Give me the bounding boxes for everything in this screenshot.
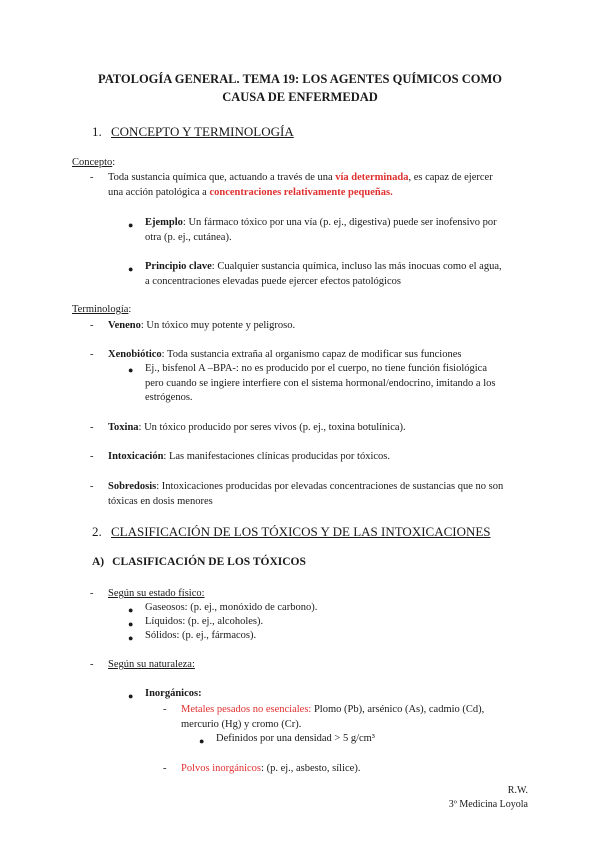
metales-pesados-item: Metales pesados no esenciales: Plomo (Pb), arsénico (As), cadmio (Cd), mercurio (Hg) y cromo (Cr).	[181, 704, 485, 730]
principio-item: Principio clave: Cualquier sustancia química, incluso las más inocuas como el agua, a concentraciones elevadas puede ejercer efectos patológicos	[145, 261, 502, 287]
bullet-icon: ●	[128, 691, 134, 701]
dash-marker: -	[90, 349, 94, 360]
subsection-a-heading: A) CLASIFICACIÓN DE LOS TÓXICOS	[92, 556, 306, 568]
estado-item-liquidos: Líquidos: (p. ej., alcoholes).	[145, 616, 264, 627]
dash-marker: -	[163, 704, 167, 715]
footer-initials: R.W.	[507, 785, 528, 796]
dash-marker: -	[90, 659, 94, 670]
footer	[449, 784, 528, 812]
bullet-icon: ●	[128, 264, 134, 274]
bullet-icon: ●	[128, 619, 134, 629]
polvos-inorganicos-label: Polvos inorgánicos	[181, 763, 262, 774]
intoxicacion-item: Intoxicación: Las manifestaciones clínicas producidas por tóxicos.	[108, 451, 390, 462]
section-2-title: CLASIFICACIÓN DE LOS TÓXICOS Y DE LAS INTOXICACIONES	[111, 524, 491, 539]
dash-marker: -	[90, 422, 94, 433]
bullet-icon: ●	[128, 220, 134, 230]
footer-course: 3º Medicina Loyola	[448, 799, 528, 810]
terminologia-label: Terminología:	[72, 304, 132, 315]
concepto-definition: Toda sustancia química que, actuando a través de una vía determinada, es capaz de ejercer una acción patológica a concentraciones relativamente pequeñas.	[108, 172, 493, 198]
estado-item-solidos: Sólidos: (p. ej., fármacos).	[145, 630, 257, 641]
dash-marker: -	[163, 763, 167, 774]
document-title	[60, 70, 540, 106]
naturaleza-label: Según su naturaleza:	[108, 659, 195, 670]
bullet-icon: ●	[128, 633, 134, 643]
bullet-icon: ●	[128, 365, 134, 375]
inorganicos-label: Inorgánicos:	[145, 688, 202, 699]
dash-marker: -	[90, 172, 94, 183]
section-1-heading	[92, 124, 294, 140]
polvos-inorganicos-item: Polvos inorgánicos: (p. ej., asbesto, sílice).	[181, 763, 361, 774]
concepto-label: Concepto:	[72, 157, 116, 168]
bullet-icon: ●	[128, 605, 134, 615]
section-1-title: CONCEPTO Y TERMINOLOGÍA	[111, 124, 294, 139]
xenobiotico-example: Ej., bisfenol A –BPA-: no es producido por el cuerpo, no tiene función fisiológica pero cuando se ingiere interfiere con el sistema hormonal/endocrino, imitando a los estrógenos.	[145, 363, 496, 403]
section-2-number: 2.	[92, 524, 102, 539]
estado-fisico-label: Según su estado físico:	[108, 588, 205, 599]
dash-marker: -	[90, 588, 94, 599]
section-2-heading	[92, 524, 491, 540]
title-line-1: PATOLOGÍA GENERAL. TEMA 19: LOS AGENTES QUÍMICOS COMO	[97, 72, 502, 86]
toxina-item: Toxina: Un tóxico producido por seres vivos (p. ej., toxina botulínica).	[108, 422, 406, 433]
metales-pesados-label: Metales pesados no esenciales:	[181, 704, 312, 715]
densidad-item: Definidos por una densidad > 5 g/cm³	[216, 733, 375, 744]
sobredosis-item: Sobredosis: Intoxicaciones producidas por elevadas concentraciones de sustancias que no son tóxicas en dosis menores	[108, 481, 504, 507]
ejemplo-item: Ejemplo: Un fármaco tóxico por una vía (p. ej., digestiva) puede ser inofensivo por otra (p. ej., cutánea).	[145, 217, 497, 243]
highlight-via-determinada: vía determinada	[335, 172, 409, 183]
highlight-concentraciones: concentraciones relativamente pequeñas.	[209, 186, 393, 198]
estado-item-gaseosos: Gaseosos: (p. ej., monóxido de carbono).	[145, 602, 318, 613]
dash-marker: -	[90, 451, 94, 462]
dash-marker: -	[90, 481, 94, 492]
bullet-icon: ●	[199, 736, 205, 746]
section-1-number: 1.	[92, 124, 102, 139]
dash-marker: -	[90, 320, 94, 331]
veneno-item: Veneno: Un tóxico muy potente y peligroso.	[108, 320, 296, 331]
xenobiotico-item: Xenobiótico: Toda sustancia extraña al organismo capaz de modificar sus funciones	[108, 349, 462, 360]
title-line-2: CAUSA DE ENFERMEDAD	[222, 90, 378, 104]
